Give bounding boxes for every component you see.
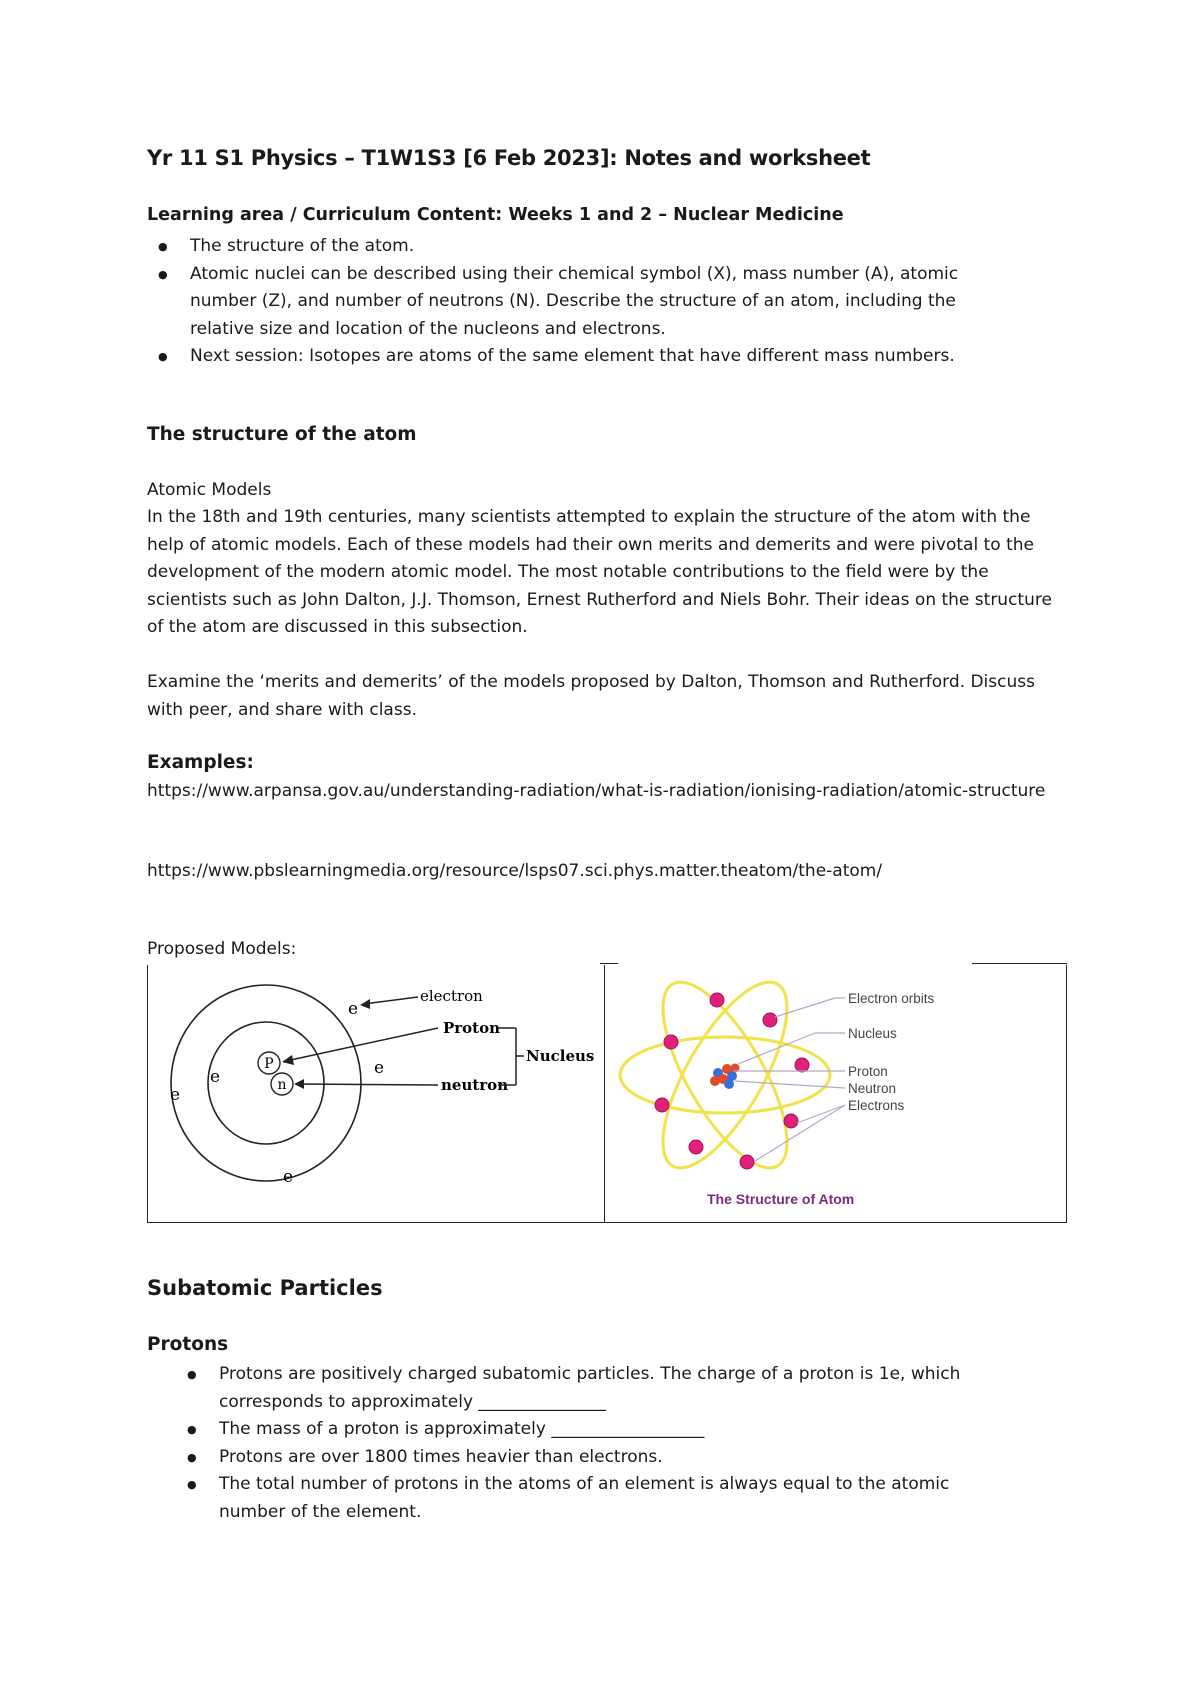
electron-symbol: e [170,1085,181,1105]
subatomic-particles-heading: Subatomic Particles [147,1276,383,1300]
section-heading-structure: The structure of the atom [147,424,417,445]
proton-symbol: P [264,1056,274,1072]
proton-label: Proton [443,1019,501,1037]
electrons-label-right: Electrons [848,1098,905,1113]
list-item: ● The structure of the atom. [147,233,1027,261]
electron-symbol: e [210,1067,221,1087]
list-item: ● The total number of protons in the atoms of an element is always equal to the atomic number of the element. [147,1471,1009,1526]
proton-label-right: Proton [848,1064,888,1079]
bohr-model-figure [147,965,605,1223]
electron-orbits-label: Electron orbits [848,991,935,1006]
list-item: ● Atomic nuclei can be described using their chemical symbol (X), mass number (A), atomic number (Z), and number of neutrons (N). Describe the structure of an atom, including the relative size and location of the nucleons and electrons. [147,261,1010,344]
list-item: ● Protons are over 1800 times heavier than electrons. [147,1444,1027,1472]
atom-structure-diagram [605,965,1067,1223]
nucleus-label-right: Nucleus [848,1026,897,1041]
task-paragraph: Examine the ‘merits and demerits’ of the models proposed by Dalton, Thomson and Rutherford. Discuss with peer, and share with class. [147,672,1035,720]
figure-top-rule [972,963,1067,964]
list-item: ● Protons are positively charged subatomic particles. The charge of a proton is 1e, which corresponds to approximately _______________ [147,1361,989,1416]
curriculum-list [147,233,1027,371]
neutron-symbol: n [277,1077,287,1093]
list-item: ● Next session: Isotopes are atoms of the same element that have different mass numbers. [147,343,1027,371]
nucleus-label: Nucleus [526,1047,595,1065]
example-link-1[interactable]: https://www.arpansa.gov.au/understanding-radiation/what-is-radiation/ionising-radiation/atomic-structure [147,781,1046,801]
bohr-model-diagram [148,965,606,1223]
example-link-2[interactable]: https://www.pbslearningmedia.org/resource/lsps07.sci.phys.matter.theatom/the-atom/ [147,861,883,881]
protons-subheading: Protons [147,1334,229,1355]
atomic-models-subheading: Atomic Models [147,480,272,500]
list-item: ● The mass of a proton is approximately __________________ [147,1416,1027,1444]
electron-symbol: e [374,1058,385,1078]
electron-symbol: e [348,999,359,1019]
atom-structure-figure [605,965,1067,1223]
examples-heading: Examples: [147,752,254,773]
neutron-label: neutron [441,1076,509,1094]
proposed-models-label: Proposed Models: [147,939,297,959]
electron-symbol: e [283,1167,294,1187]
electron-label: electron [420,987,483,1005]
atomic-models-paragraph: In the 18th and 19th centuries, many scientists attempted to explain the structure of the atom with the help of atomic models. Each of these models had their own merits and demerits and were pivotal to the development of the modern atomic model. The most notable contributions to the field were by the scientists such as John Dalton, J.J. Thomson, Ernest Rutherford and Niels Bohr. Their ideas on the structure of the atom are discussed in this subsection. [147,507,1052,637]
figure-caption: The Structure of Atom [707,1191,855,1207]
learning-area-heading: Learning area / Curriculum Content: Weeks 1 and 2 – Nuclear Medicine [147,205,844,225]
neutron-label-right: Neutron [848,1081,897,1096]
protons-list [147,1361,1027,1526]
document-title: Yr 11 S1 Physics – T1W1S3 [6 Feb 2023]: Notes and worksheet [147,146,871,170]
figure-top-rule [600,963,618,964]
